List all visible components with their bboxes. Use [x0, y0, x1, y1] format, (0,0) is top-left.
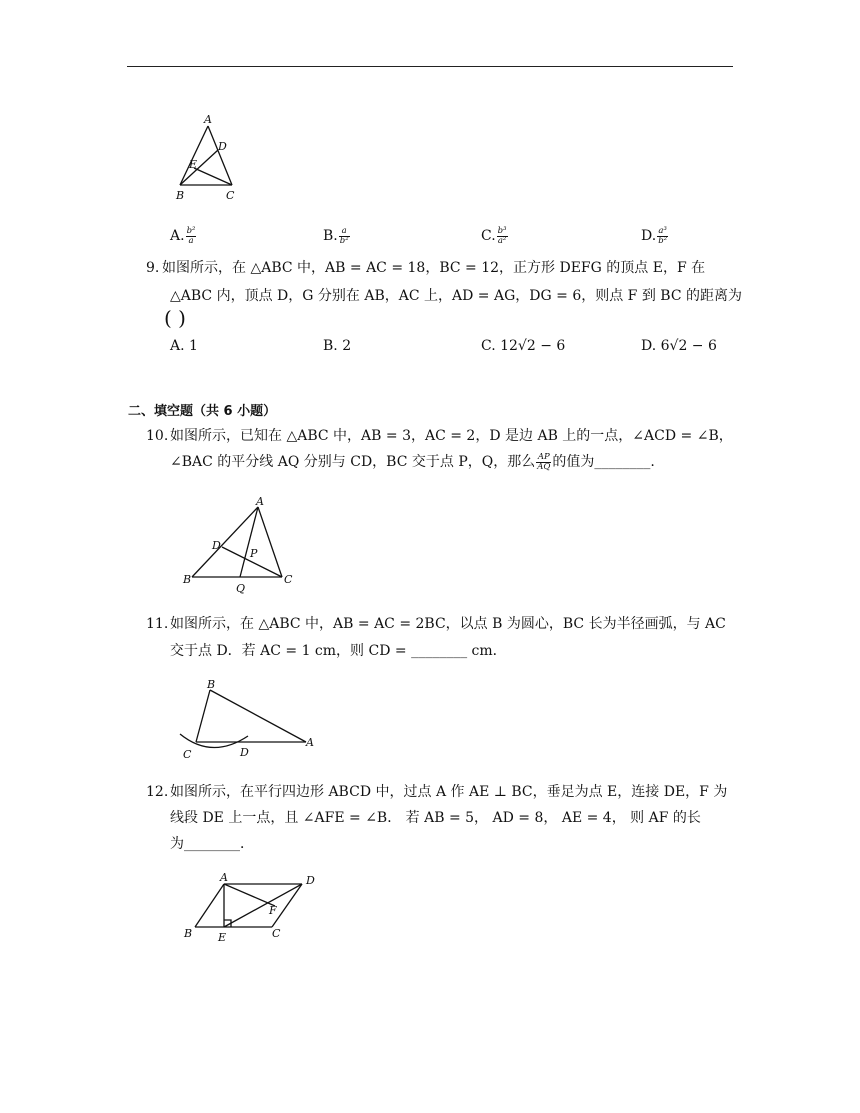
q12-label-F: F: [269, 904, 277, 917]
q8-option-d-den: b²: [658, 235, 668, 246]
q10-label-P: P: [250, 547, 258, 560]
q9-line2: △ABC 内，顶点 D，G 分别在 AB，AC 上，AD = AG，DG = 6，则点 F 到 BC 的距离为: [170, 288, 742, 304]
q10-line1: 如图所示，已知在 △ABC 中，AB = 3，AC = 2，D 是边 AB 上的一点，∠ACD = ∠B，: [170, 428, 733, 444]
q8-label-C: C: [226, 189, 235, 202]
q10-line2-post[interactable]: 的值为________.: [552, 454, 655, 470]
q11-label-B: B: [207, 678, 216, 691]
q11-label-D: D: [240, 746, 249, 759]
q10-label-Q: Q: [236, 582, 246, 595]
q10-line2-pre: ∠BAC 的平分线 AQ 分别与 CD，BC 交于点 P，Q，那么: [170, 454, 536, 470]
q10-figure: [180, 495, 300, 595]
q10-label-B: B: [183, 573, 192, 586]
q8-label-E: E: [189, 158, 198, 171]
q8-option-c-label: C.: [481, 228, 496, 244]
q8-option-a-den: a: [188, 235, 194, 246]
q11-figure: [168, 676, 328, 766]
q10-line2: [170, 452, 655, 472]
q12-line2: 线段 DE 上一点，且 ∠AFE = ∠B． 若 AB = 5， AD = 8， AE = 4， 则 AF 的长: [170, 810, 701, 826]
q8-option-d-num: a³: [658, 225, 667, 236]
q12-figure: [178, 868, 328, 948]
q8-option-c-frac: [497, 227, 508, 246]
q11-number: 11.: [146, 616, 169, 632]
q8-option-c[interactable]: [481, 226, 509, 246]
q8-label-D: D: [218, 140, 227, 153]
q8-label-B: B: [176, 189, 185, 202]
q8-option-d-label: D.: [641, 228, 657, 244]
q12-label-D: D: [306, 874, 315, 887]
q8-option-b-frac: [339, 227, 350, 246]
q11-label-C: C: [183, 748, 192, 761]
q10-label-C: C: [284, 573, 293, 586]
q10-ratio-frac: [536, 453, 551, 472]
q10-frac-den: AQ: [537, 461, 551, 472]
q8-option-c-den: a²: [497, 235, 507, 246]
q12-label-A: A: [220, 871, 228, 884]
q12-label-E: E: [218, 931, 227, 944]
q8-option-b[interactable]: [323, 226, 351, 246]
q8-label-A: A: [204, 113, 212, 126]
q9-number: 9.: [146, 260, 160, 276]
header-rule: [127, 66, 733, 67]
section-title: 二、填空题（共 6 小题）: [128, 404, 277, 419]
q9-option-a[interactable]: A. 1: [170, 338, 198, 354]
q12-line1: 如图所示，在平行四边形 ABCD 中，过点 A 作 AE ⊥ BC，垂足为点 E，连接 DE，F 为: [170, 784, 728, 800]
q12-label-C: C: [272, 927, 281, 940]
q12-label-B: B: [184, 927, 193, 940]
q8-option-b-label: B.: [323, 228, 338, 244]
q12-line3[interactable]: 为________．: [170, 836, 254, 852]
q8-option-a-frac: [186, 227, 197, 246]
q11-line2[interactable]: 交于点 D．若 AC = 1 cm，则 CD = ________ cm．: [170, 643, 507, 659]
q9-line1: 如图所示，在 △ABC 中，AB = AC = 18，BC = 12，正方形 DEFG 的顶点 E，F 在: [162, 260, 706, 276]
q8-option-a[interactable]: [170, 226, 197, 246]
q8-option-b-num: a: [339, 227, 350, 237]
q12-number: 12.: [146, 784, 169, 800]
q8-option-d[interactable]: [641, 226, 669, 246]
q10-number: 10.: [146, 428, 169, 444]
q11-line1: 如图所示，在 △ABC 中，AB = AC = 2BC，以点 B 为圆心，BC 长为半径画弧，与 AC: [170, 616, 726, 632]
q10-frac-num: AP: [537, 451, 550, 462]
q8-option-d-frac: [657, 227, 668, 246]
q8-figure: [170, 112, 250, 204]
q8-option-c-num: b³: [497, 225, 507, 236]
q8-option-a-label: A.: [170, 228, 185, 244]
q10-label-D: D: [212, 539, 221, 552]
q9-answer-paren[interactable]: ( ): [164, 306, 186, 330]
q9-option-c[interactable]: C. 12√2 − 6: [481, 338, 566, 354]
q9-option-b[interactable]: B. 2: [323, 338, 352, 354]
q8-option-a-num: b²: [186, 225, 196, 236]
q8-option-b-den: b²: [339, 235, 349, 246]
q9-option-d[interactable]: D. 6√2 − 6: [641, 338, 717, 354]
q10-label-A: A: [256, 495, 264, 508]
q11-label-A: A: [306, 736, 314, 749]
